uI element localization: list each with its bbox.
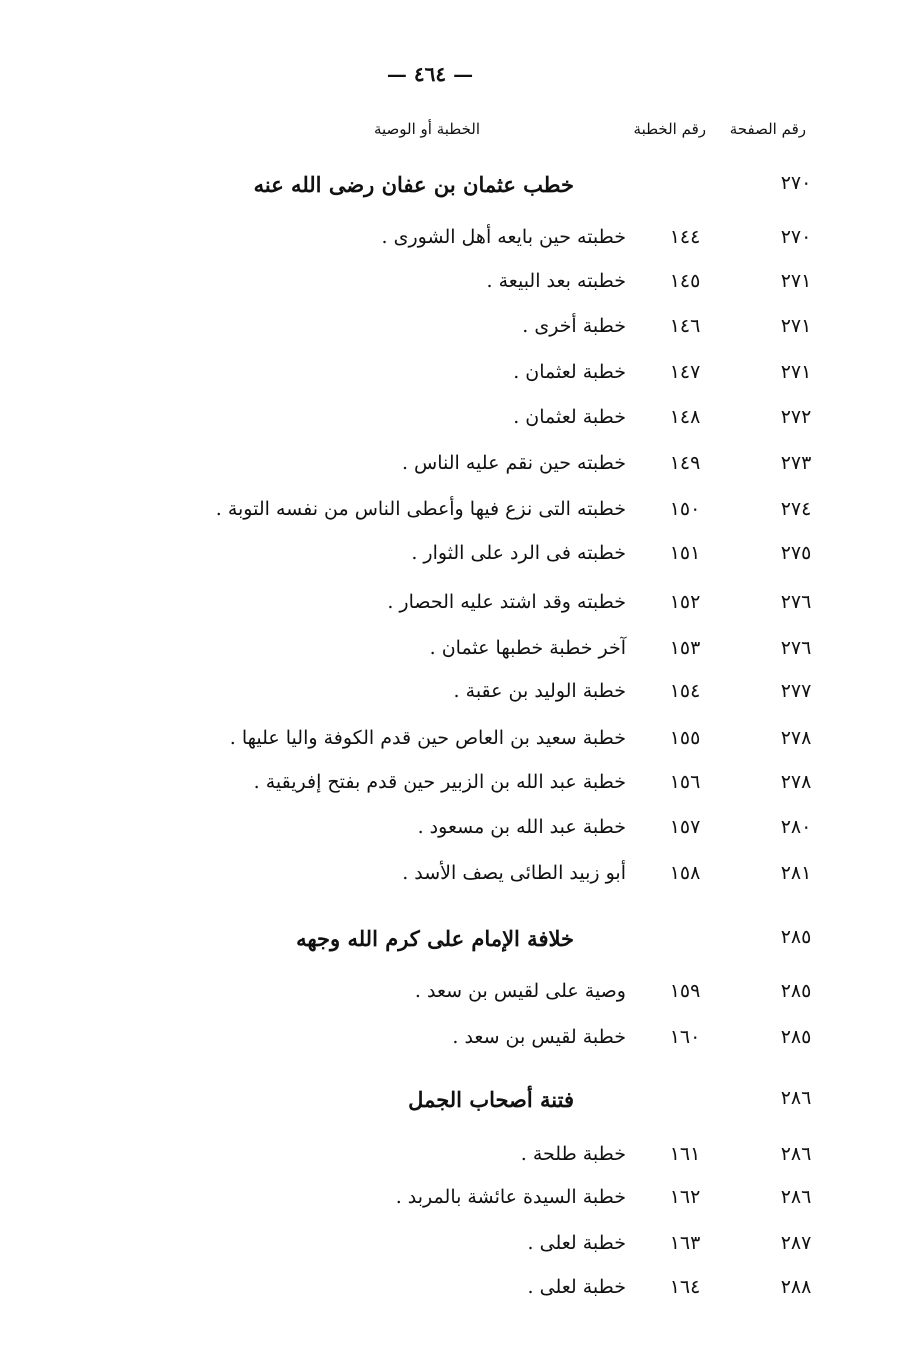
header-page-number: رقم الصفحة [729,120,806,138]
speech-number-cell: ١٦٤ [669,1276,701,1298]
index-row [0,1026,924,1058]
speech-title-cell: خطبة عبد الله بن الزبير حين قدم بفتح إفريقية . [253,771,626,793]
index-row [0,270,924,302]
speech-title-cell: خطبته بعد البيعة . [486,270,626,292]
speech-number-cell: ١٦٢ [669,1186,701,1208]
speech-number-cell: ١٥٠ [669,498,701,520]
speech-number-cell: ١٥٥ [669,727,701,749]
page-number-cell: ٢٨٥ [780,926,812,948]
index-row [0,406,924,438]
page-number-cell: ٢٧١ [780,361,812,383]
section-title: خلافة الإمام على كرم الله وجهه [296,926,574,951]
page-number-cell: ٢٧٦ [780,637,812,659]
page-number-cell: ٢٧٦ [780,591,812,613]
index-row [0,591,924,623]
speech-title-cell: آخر خطبة خطبها عثمان . [429,637,626,659]
header-speech-number: رقم الخطبة [633,120,706,138]
speech-title-cell: وصية على لقيس بن سعد . [414,980,626,1002]
speech-title-cell: خطبة لعثمان . [513,406,626,428]
speech-number-cell: ١٤٦ [669,315,701,337]
speech-title-cell: خطبة أخرى . [522,315,626,337]
section-heading-row [0,1087,924,1119]
page-number-cell: ٢٧٠ [780,172,812,194]
page-number-cell: ٢٨٦ [780,1087,812,1109]
speech-number-cell: ١٤٩ [669,452,701,474]
index-row [0,452,924,484]
index-row [0,727,924,759]
speech-number-cell: ١٥٧ [669,816,701,838]
speech-title-cell: خطبة الوليد بن عقبة . [453,680,626,702]
index-row [0,315,924,347]
speech-number-cell: ١٥٢ [669,591,701,613]
header-speech-title: الخطبة أو الوصية [373,120,480,138]
index-row [0,816,924,848]
page-number-cell: ٢٧١ [780,315,812,337]
index-row [0,980,924,1012]
speech-number-cell: ١٥٣ [669,637,701,659]
page-number-cell: ٢٧٢ [780,406,812,428]
page-number-cell: ٢٨٠ [780,816,812,838]
index-row [0,498,924,530]
index-row [0,542,924,574]
index-row [0,226,924,258]
speech-title-cell: أبو زبيد الطائى يصف الأسد . [402,862,626,884]
speech-title-cell: خطبة عبد الله بن مسعود . [417,816,626,838]
page-number-cell: ٢٨٥ [780,1026,812,1048]
page-number-cell: ٢٧٤ [780,498,812,520]
index-row [0,361,924,393]
page-number-cell: ٢٨٥ [780,980,812,1002]
page-number-cell: ٢٧٨ [780,727,812,749]
speech-number-cell: ١٦٠ [669,1026,701,1048]
speech-number-cell: ١٥٨ [669,862,701,884]
index-row [0,1232,924,1264]
speech-number-cell: ١٤٤ [669,226,701,248]
section-heading-row [0,926,924,958]
speech-title-cell: خطبته حين نقم عليه الناس . [401,452,626,474]
page-number-cell: ٢٨٦ [780,1143,812,1165]
index-row [0,862,924,894]
speech-title-cell: خطبته التى نزع فيها وأعطى الناس من نفسه التوبة . [215,498,626,520]
speech-number-cell: ١٦١ [669,1143,701,1165]
speech-title-cell: خطبة لقيس بن سعد . [452,1026,626,1048]
index-row [0,1276,924,1308]
page-number-cell: ٢٧٨ [780,771,812,793]
page-number-cell: ٢٧١ [780,270,812,292]
index-row [0,637,924,669]
speech-title-cell: خطبته حين بايعه أهل الشورى . [381,226,626,248]
page-number-cell: ٢٧٥ [780,542,812,564]
speech-title-cell: خطبة لعلى . [527,1232,626,1254]
index-row [0,1186,924,1218]
index-row [0,680,924,712]
speech-title-cell: خطبة طلحة . [520,1143,626,1165]
speech-title-cell: خطبة السيدة عائشة بالمربد . [395,1186,626,1208]
index-row [0,771,924,803]
index-row [0,1143,924,1175]
speech-number-cell: ١٥٤ [669,680,701,702]
speech-title-cell: خطبة لعلى . [527,1276,626,1298]
speech-title-cell: خطبة سعيد بن العاص حين قدم الكوفة واليا عليها . [229,727,626,749]
page-number-cell: ٢٧٠ [780,226,812,248]
speech-number-cell: ١٤٨ [669,406,701,428]
page-number-cell: ٢٧٧ [780,680,812,702]
speech-number-cell: ١٦٣ [669,1232,701,1254]
speech-title-cell: خطبته وقد اشتد عليه الحصار . [387,591,626,613]
section-heading-row [0,172,924,204]
speech-number-cell: ١٥١ [669,542,701,564]
speech-number-cell: ١٥٦ [669,771,701,793]
page-number: — ٤٦٤ — [386,62,474,86]
page-number-cell: ٢٧٣ [780,452,812,474]
speech-title-cell: خطبة لعثمان . [513,361,626,383]
speech-title-cell: خطبته فى الرد على الثوار . [411,542,626,564]
page-number-cell: ٢٨٨ [780,1276,812,1298]
speech-number-cell: ١٤٧ [669,361,701,383]
page-number-cell: ٢٨٦ [780,1186,812,1208]
page-number-cell: ٢٨١ [780,862,812,884]
speech-number-cell: ١٥٩ [669,980,701,1002]
section-title: فتنة أصحاب الجمل [408,1087,574,1112]
section-title: خطب عثمان بن عفان رضى الله عنه [253,172,574,197]
page-number-cell: ٢٨٧ [780,1232,812,1254]
speech-number-cell: ١٤٥ [669,270,701,292]
